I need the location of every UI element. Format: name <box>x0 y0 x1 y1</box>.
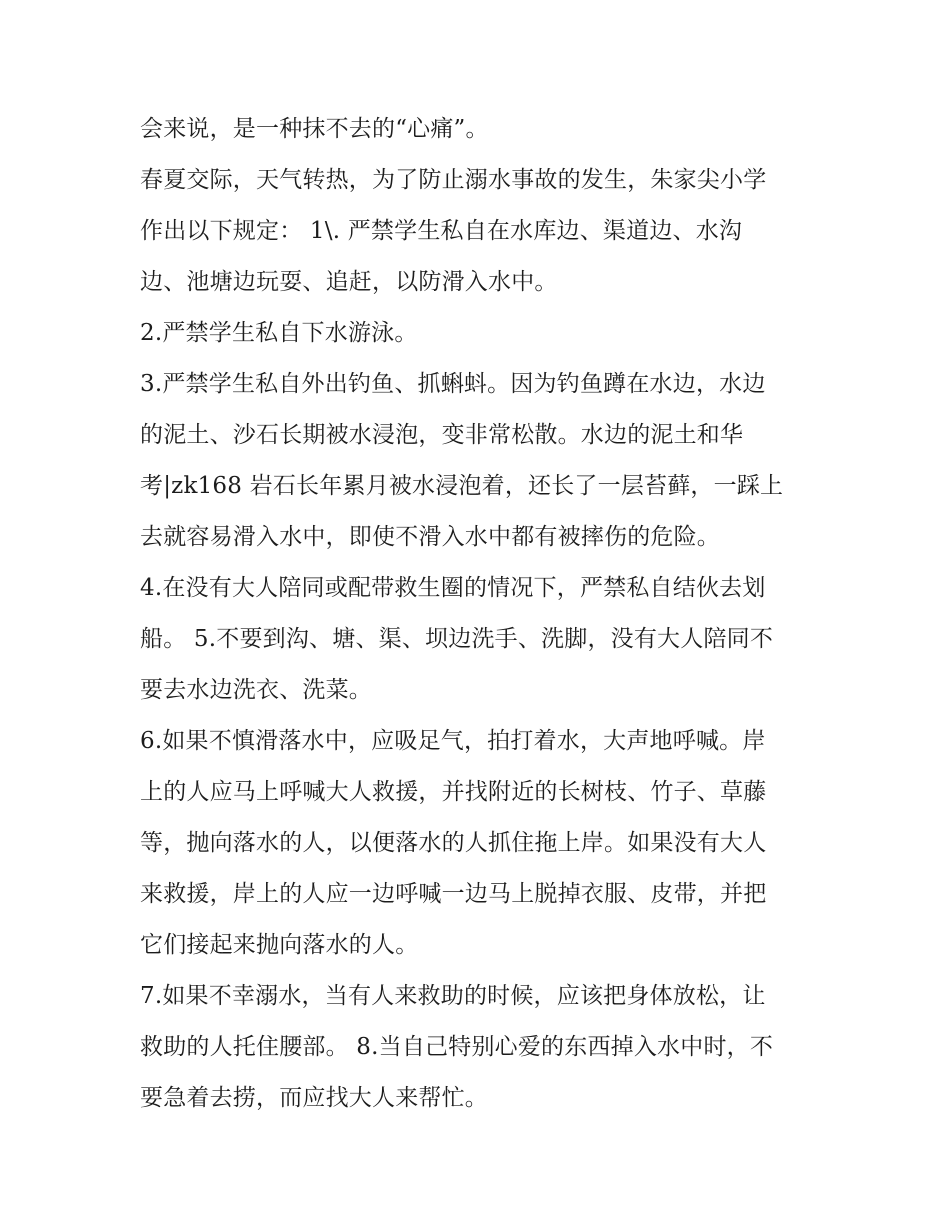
text-line: 要去水边洗衣、洗菜。 <box>140 677 372 703</box>
text-line: 3.严禁学生私自外出钓鱼、抓蝌蚪。因为钓鱼蹲在水边，水边 <box>140 371 766 397</box>
text-line: 要急着去捞，而应找大人来帮忙。 <box>140 1085 488 1111</box>
text-line: 边、池塘边玩耍、追赶，以防滑入水中。 <box>140 269 558 295</box>
text-line: 救助的人托住腰部。 8.当自己特别心爱的东西掉入水中时，不 <box>140 1034 774 1060</box>
text-line: 6.如果不慎滑落水中，应吸足气，拍打着水，大声地呼喊。岸 <box>140 728 766 754</box>
text-line: 作出以下规定： 1\. 严禁学生私自在水库边、渠道边、水沟 <box>140 218 743 244</box>
text-line: 来救援，岸上的人应一边呼喊一边马上脱掉衣服、皮带，并把 <box>140 881 767 907</box>
text-line: 考|zk168 岩石长年累月被水浸泡着，还长了一层苔藓，一踩上 <box>140 473 784 499</box>
text-line: 2.严禁学生私自下水游泳。 <box>140 320 418 346</box>
text-line: 它们接起来抛向落水的人。 <box>140 932 419 958</box>
text-line: 的泥土、沙石长期被水浸泡，变非常松散。水边的泥土和华 <box>140 422 744 448</box>
document-body <box>140 104 840 1124</box>
text-line: 船。 5.不要到沟、塘、渠、坝边洗手、洗脚，没有大人陪同不 <box>140 626 774 652</box>
text-line: 去就容易滑入水中，即使不滑入水中都有被摔伤的危险。 <box>140 524 720 550</box>
text-line: 7.如果不幸溺水，当有人来救助的时候，应该把身体放松，让 <box>140 983 766 1009</box>
text-line: 上的人应马上呼喊大人救援，并找附近的长树枝、竹子、草藤 <box>140 779 767 805</box>
text-line: 等，抛向落水的人，以便落水的人抓住拖上岸。如果没有大人 <box>140 830 767 856</box>
text-line: 会来说，是一种抹不去的“心痛”。 <box>140 116 489 142</box>
text-line: 4.在没有大人陪同或配带救生圈的情况下，严禁私自结伙去划 <box>140 575 766 601</box>
text-line: 春夏交际，天气转热，为了防止溺水事故的发生，朱家尖小学 <box>140 167 767 193</box>
